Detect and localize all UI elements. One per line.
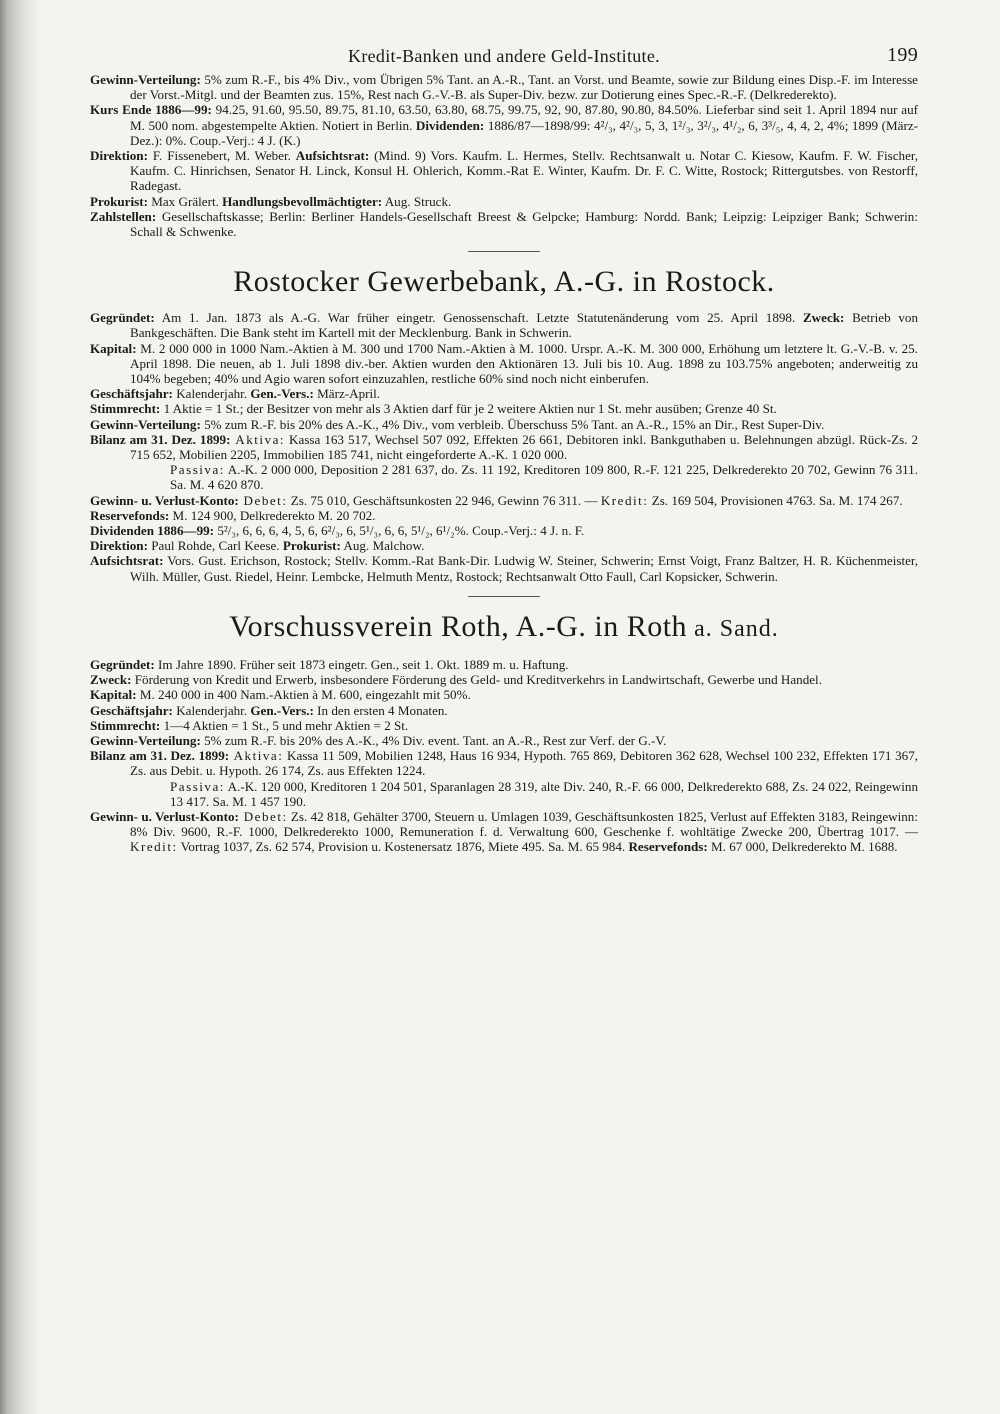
label: Gewinn-Verteilung:: [90, 416, 201, 432]
label: Handlungsbevollmächtigter:: [222, 193, 383, 209]
label: Stimmrecht:: [90, 401, 161, 417]
label: Gen.-Vers.:: [250, 386, 314, 402]
para-zweck: [90, 672, 918, 687]
text: Zs. 42 818, Gehälter 3700, Steuern u. Umlagen 1039, Geschäftsunkosten 1825, Verlust auf Effekten 3183, Reingewinn: 8% Div. 9600, R.-F. 1000, Delkrederekto 1000, Remuneration f. d. Verwaltung 600, Geschenke f. wohltätige Zwecke 200, Übertrag 1017. —: [130, 808, 918, 840]
text: M. 67 000, Delkrederekto M. 1688.: [707, 839, 898, 855]
para-gegruendet: [90, 310, 918, 340]
label: Geschäftsjahr:: [90, 702, 173, 718]
entry-vorschussverein-roth: [90, 609, 918, 855]
text: In den ersten 4 Monaten.: [313, 702, 448, 718]
label: Dividenden:: [415, 117, 485, 133]
text: M. 124 900, Delkrederekto M. 20 702.: [169, 507, 376, 523]
label: Gewinn-Verteilung:: [90, 732, 201, 748]
text: A.-K. 2 000 000, Deposition 2 281 637, do. Zs. 11 192, Kreditoren 109 800, R.-F. 121 225, Delkrederekto 20 702, Gewinn 76 311. Sa. M. 4 620 870.: [170, 462, 918, 493]
text: Kassa 11 509, Mobilien 1248, Haus 16 934, Hypoth. 765 869, Debitoren 362 628, Wechsel 100 232, Effekten 171 367, Zs. aus Debit. u. Hypoth. 26 174, Zs. aus Effekten 1224.: [130, 748, 919, 779]
text: Förderung von Kredit und Erwerb, insbesondere Förderung des Geld- und Kreditverkehrs in Landwirtschaft, Gewerbe und Handel.: [131, 672, 822, 688]
entry-previous-bank: [90, 72, 918, 239]
page: [90, 44, 918, 855]
text: Max Grälert.: [147, 193, 223, 209]
separator-rule: [468, 596, 540, 597]
para-geschaeftsjahr: [90, 386, 918, 401]
para-direktion: [90, 148, 918, 194]
para-aufsichtsrat: [90, 553, 918, 583]
text: F. Fissenebert, M. Weber.: [147, 148, 296, 164]
label: Aufsichtsrat:: [295, 148, 370, 164]
text: 5²/₃, 6, 6, 6, 4, 5, 6, 6²/₃, 6, 5¹/₃, 6, 6, 5¹/₂, 6¹/₂%. Coup.-Verj.: 4 J. n. F.: [214, 523, 585, 539]
para-zahlstellen: [90, 209, 918, 239]
label-spaced: Aktiva:: [230, 431, 286, 447]
label-spaced: Passiva:: [170, 462, 225, 478]
text: Zs. 169 504, Provisionen 4763. Sa. M. 174 267.: [648, 492, 903, 508]
separator-rule: [468, 251, 540, 252]
text: (Mind. 9) Vors. Kaufm. L. Hermes, Stellv. Rechtsanwalt u. Notar C. Kiesow, Kaufm. F. W. Fischer, Kaufm. C. Hinrichsen, Senator H. Linck, Konsul H. Ohlerich, Komm.-Rat E. Winter, Kaufm. Dr. F. C. Witte, Rostock; Rittergutsbes. von Restorff, Radegast.: [130, 148, 918, 194]
label: Gegründet:: [90, 656, 155, 672]
text: Gesellschaftskasse; Berlin: Berliner Handels-Gesellschaft Breest & Gelpcke; Hamburg: Nordd. Bank; Leipzig: Leipziger Bank; Schwerin: Schall & Schwenke.: [130, 208, 918, 240]
entry-heading: Rostocker Gewerbebank, A.-G. in Rostock.: [233, 265, 775, 299]
text: 1886/87—1898/99: 4²/₃, 4²/₃, 5, 3, 1²/₃, 3²/₃, 4¹/₂, 6, 3³/₅, 4, 4, 2, 4%; 1899 (März-Dez.): 0%. Coup.-Verj.: 4 J. (K.): [130, 117, 918, 148]
label: Zahlstellen:: [90, 208, 157, 224]
label: Direktion:: [90, 148, 148, 164]
label-spaced: Aktiva:: [229, 748, 284, 764]
label: Kapital:: [90, 687, 137, 703]
text: Im Jahre 1890. Früher seit 1873 eingetr. Gen., seit 1. Okt. 1889 m. u. Haftung.: [154, 656, 569, 672]
text: Paul Rohde, Carl Keese.: [147, 538, 283, 554]
label: Stimmrecht:: [90, 717, 161, 733]
label: Aufsichtsrat:: [90, 553, 164, 569]
bilanz-passiva: [130, 462, 918, 492]
label: Gegründet:: [90, 310, 155, 326]
label: Direktion:: [90, 538, 148, 554]
label: Bilanz am 31. Dez. 1899:: [90, 748, 230, 764]
para-gewinn-verteilung: [90, 733, 918, 748]
text: Zs. 75 010, Geschäftsunkosten 22 946, Gewinn 76 311. —: [287, 492, 601, 508]
label-spaced: Debet:: [238, 808, 288, 824]
label: Kurs Ende 1886—99:: [90, 102, 212, 118]
para-bilanz: [90, 432, 918, 493]
book-binding-shadow: [0, 0, 40, 1414]
running-head-title: Kredit-Banken und andere Geld-Institute.: [348, 46, 660, 66]
label-spaced: Passiva:: [170, 778, 225, 794]
label-spaced: Debet:: [238, 492, 288, 508]
para-gewinn-verteilung: [90, 72, 918, 102]
text: M. 2 000 000 in 1000 Nam.-Aktien à M. 300 und 1700 Nam.-Aktien à M. 1000. Urspr. A.-K. M. 300 000, Erhöhung um letztere lt. G.-V.-B. v. 25. April 1898. Die neuen, ab 1. Juli 1898 div.-ber. Aktien wurden den Aktionären 13. Juli bis 10. Aug. 1898 zu 103.75% angeboten; anderweitig zu 104% begeben; 40% und Agio waren sofort einzuzahlen, restliche 60% sind noch nicht einberufen.: [130, 340, 918, 387]
para-prokurist: [90, 194, 918, 209]
label: Gewinn- u. Verlust-Konto:: [90, 492, 239, 508]
para-bilanz: [90, 748, 918, 809]
para-gewinn-verlust: [90, 809, 918, 855]
entry-rostocker-gewerbebank: [90, 264, 918, 584]
text: 5% zum R.-F., bis 4% Div., vom Übrigen 5% Tant. an A.-R., Tant. an Vorst. und Beamte, sowie zur Bildung eines Disp.-F. im Interesse der Vorst.-Mitgl. und der Beamten zus. 15%, Rest nach G.-V.-B. als Super-Div. bezw. zur Dotierung eines Spec.-R.-F. (Delkrederekto).: [130, 72, 918, 103]
text: 1—4 Aktien = 1 St., 5 und mehr Aktien = 2 St.: [160, 717, 409, 733]
page-number: 199: [887, 44, 918, 66]
label: Zweck:: [802, 310, 845, 326]
label: Reservefonds:: [628, 839, 708, 855]
text: Kalenderjahr.: [172, 386, 251, 402]
para-reservefonds: [90, 508, 918, 523]
text: Aug. Malchow.: [340, 538, 425, 554]
entry-heading: [90, 609, 918, 647]
label: Zweck:: [90, 672, 132, 688]
running-head: [90, 44, 918, 72]
label: Gewinn-Verteilung:: [90, 72, 201, 87]
text: M. 240 000 in 400 Nam.-Aktien à M. 600, eingezahlt mit 50%.: [136, 687, 471, 703]
para-kapital: [90, 341, 918, 387]
label: Dividenden 1886—99:: [90, 523, 215, 539]
text: 1 Aktie = 1 St.; der Besitzer von mehr als 3 Aktien darf für je 2 weitere Aktien nur 1 St. mehr ausüben; Grenze 40 St.: [160, 401, 777, 417]
text: 5% zum R.-F. bis 20% des A.-K., 4% Div., vom verbleib. Überschuss 5% Tant. an A.-R., 15% an Dir., Rest Super-Div.: [200, 416, 825, 432]
heading-suffix: a. Sand.: [687, 615, 779, 642]
para-dividenden: [90, 523, 918, 538]
label: Gen.-Vers.:: [250, 702, 314, 718]
text: Vors. Gust. Erichson, Rostock; Stellv. Komm.-Rat Bank-Dir. Ludwig W. Steiner, Schwerin; Ernst Voigt, Franz Baltzer, H. R. Küchenmeister, Wilh. Müller, Gust. Riedel, Heinr. Lembcke, Helmuth Mentz, Rostock; Rechtsanwalt Otto Faull, Carl Kopsicker, Schwerin.: [130, 553, 918, 584]
label: Geschäftsjahr:: [90, 386, 173, 402]
para-gewinn-verteilung: [90, 417, 918, 432]
label: Gewinn- u. Verlust-Konto:: [90, 808, 239, 824]
bilanz-passiva: [130, 779, 918, 809]
text: Vortrag 1037, Zs. 62 574, Provision u. Kostenersatz 1876, Miete 495. Sa. M. 65 984.: [177, 839, 629, 855]
label: Prokurist:: [90, 193, 148, 209]
label: Prokurist:: [282, 538, 341, 554]
text: Betrieb von Bankgeschäften. Die Bank steht im Kartell mit der Mecklenburg. Bank in Schwerin.: [130, 310, 918, 341]
heading-main: Vorschussverein Roth, A.-G. in Roth: [229, 609, 688, 643]
label-spaced: Kredit:: [600, 492, 649, 508]
text: 94.25, 91.60, 95.50, 89.75, 81.10, 63.50, 63.80, 68.75, 99.75, 92, 90, 87.80, 90.80, 84.50%. Lieferbar sind seit 1. April 1894 nur auf M. 500 nom. abgestempelte Aktien. Notiert in Berlin.: [130, 102, 919, 133]
text: Aug. Struck.: [382, 193, 452, 209]
para-geschaeftsjahr: [90, 703, 918, 718]
text: Am 1. Jan. 1873 als A.-G. War früher eingetr. Genossenschaft. Letzte Statutenänderung vom 25. April 1898.: [154, 310, 803, 326]
para-kapital: [90, 687, 918, 702]
para-stimmrecht: [90, 401, 918, 416]
text: Kassa 163 517, Wechsel 507 092, Effekten 26 661, Debitoren inkl. Bankguthaben u. Belehnungen abzügl. Rück-Zs. 2 715 652, Mobilien 2205, Immobilien 185 741, nicht eingeforderte A.-K. 1 020 000.: [130, 431, 918, 463]
label: Reservefonds:: [90, 507, 170, 523]
label: Bilanz am 31. Dez. 1899:: [90, 431, 231, 447]
para-kurs: [90, 102, 918, 148]
para-gewinn-verlust: [90, 493, 918, 508]
para-stimmrecht: [90, 718, 918, 733]
label-spaced: Kredit:: [130, 839, 178, 855]
label: Kapital:: [90, 340, 137, 356]
text: A.-K. 120 000, Kreditoren 1 204 501, Sparanlagen 28 319, alte Div. 240, R.-F. 66 000, Delkrederekto 688, Zs. 24 022, Reingewinn 13 417. Sa. M. 1 457 190.: [170, 778, 918, 809]
para-gegruendet: [90, 657, 918, 672]
text: Kalenderjahr.: [172, 702, 251, 718]
text: 5% zum R.-F. bis 20% des A.-K., 4% Div. event. Tant. an A.-R., Rest zur Verf. der G.-V.: [200, 732, 667, 748]
para-direktion: [90, 538, 918, 553]
text: März-April.: [313, 386, 381, 402]
